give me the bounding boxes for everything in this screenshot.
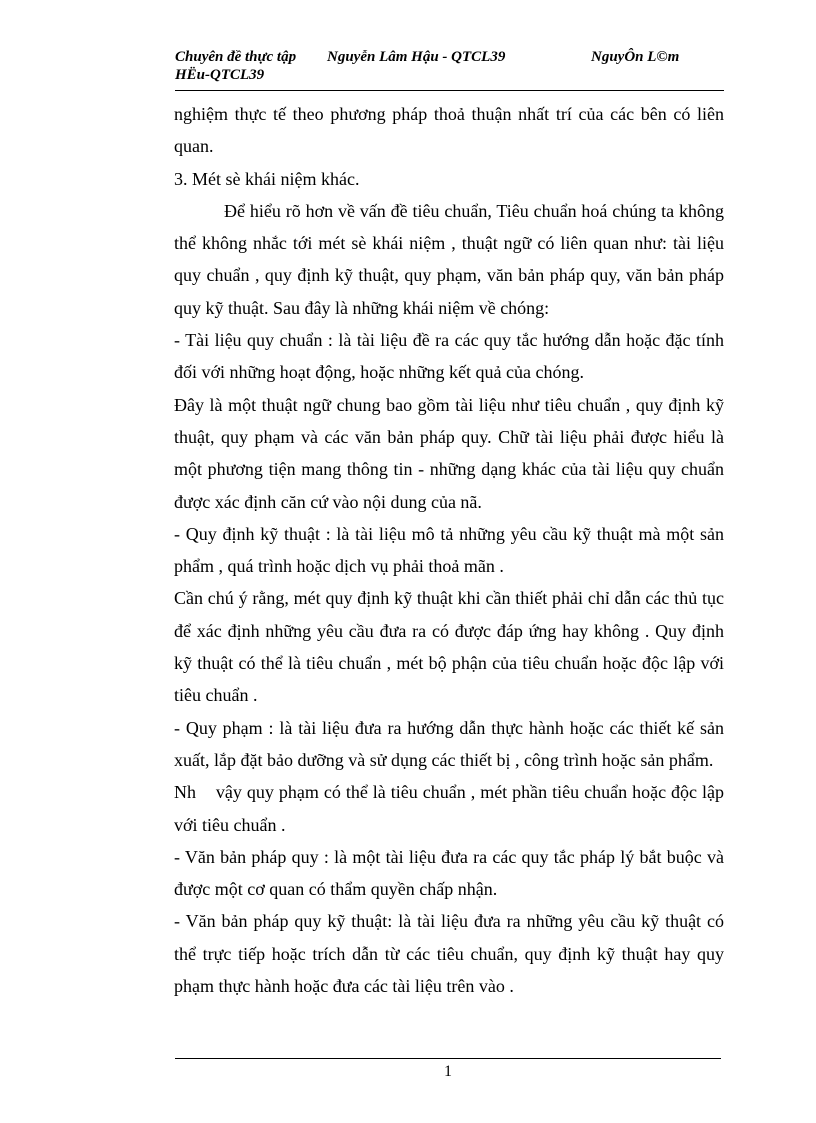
paragraph-quy-pham-note: Nh vậy quy phạm có thể là tiêu chuẩn , mét phần tiêu chuẩn hoặc độc lập với tiêu chuẩn . [174,782,729,835]
header-author-garbled-continued: HËu-QTCL39 [175,67,265,83]
definition-quy-pham: - Quy phạm : là tài liệu đưa ra hướng dẫn thực hành hoặc các thiết kế sản xuất, lắp đặt bảo dưỡng và sử dụng các thiết bị , công trình hoặc sản phẩm. [174,717,724,770]
header-author-garbled: NguyÔn L©m [591,49,680,65]
definition-tai-lieu-quy-chuan: - Tài liệu quy chuẩn : là tài liệu đề ra các quy tắc hướng dẫn hoặc đặc tính đối với những hoạt động, hoặc những kết quả của chóng. [174,330,724,383]
footer-divider [175,1058,721,1059]
header-author: Nguyễn Lâm Hậu - QTCL39 [327,49,506,65]
paragraph-note: Cần chú ý rằng, mét quy định kỹ thuật khi cần thiết phải chỉ dẫn các thủ tục để xác định những yêu cầu đưa ra có được đáp ứng hay không . Quy định kỹ thuật có thể là tiêu chuẩn , mét bộ phận của tiêu chuẩn hoặc độc lập với tiêu chuẩn . [174,588,724,706]
definition-quy-dinh-ky-thuat: - Quy định kỹ thuật : là tài liệu mô tả những yêu cầu kỹ thuật mà một sản phẩm , quá trình hoặc dịch vụ phải thoả mãn . [174,523,724,577]
paragraph-intro: Để hiểu rõ hơn về vấn đề tiêu chuẩn, Tiêu chuẩn hoá chúng ta không thể không nhắc tới mét sè khái niệm , thuật ngữ có liên quan như: tài liệu quy chuẩn , quy định kỹ thuật, quy phạm, văn bản pháp quy, văn bản pháp quy kỹ thuật. Sau đây là những khái niệm về chóng: [174,200,724,318]
section-heading: 3. Mét sè khái niệm khác. [174,168,360,189]
document-body [174,98,729,1002]
paragraph-explanation: Đây là một thuật ngữ chung bao gồm tài liệu như tiêu chuẩn , quy định kỹ thuật, quy phạm và các văn bản pháp quy. Chữ tài liệu phải được hiểu là một phương tiện mang thông tin - những dạng khác của tài liệu quy chuẩn được xác định căn cứ vào nội dung của nã. [174,394,724,512]
header-divider [175,90,724,91]
paragraph-continuation: nghiệm thực tế theo phương pháp thoả thuận nhất trí của các bên có liên quan. [174,104,724,157]
page-number: 1 [444,1063,452,1080]
header-report-type: Chuyên đề thực tập [175,49,297,65]
definition-van-ban-phap-quy-ky-thuat: - Văn bản pháp quy kỹ thuật: là tài liệu đưa ra những yêu cầu kỹ thuật có thể trực tiếp hoặc trích dẫn từ các tiêu chuẩn, quy định kỹ thuật hay quy phạm thực hành hoặc đưa các tài liệu trên vào . [174,911,724,997]
definition-van-ban-phap-quy: - Văn bản pháp quy : là một tài liệu đưa ra các quy tắc pháp lý bắt buộc và được một cơ quan có thẩm quyền chấp nhận. [174,846,724,900]
